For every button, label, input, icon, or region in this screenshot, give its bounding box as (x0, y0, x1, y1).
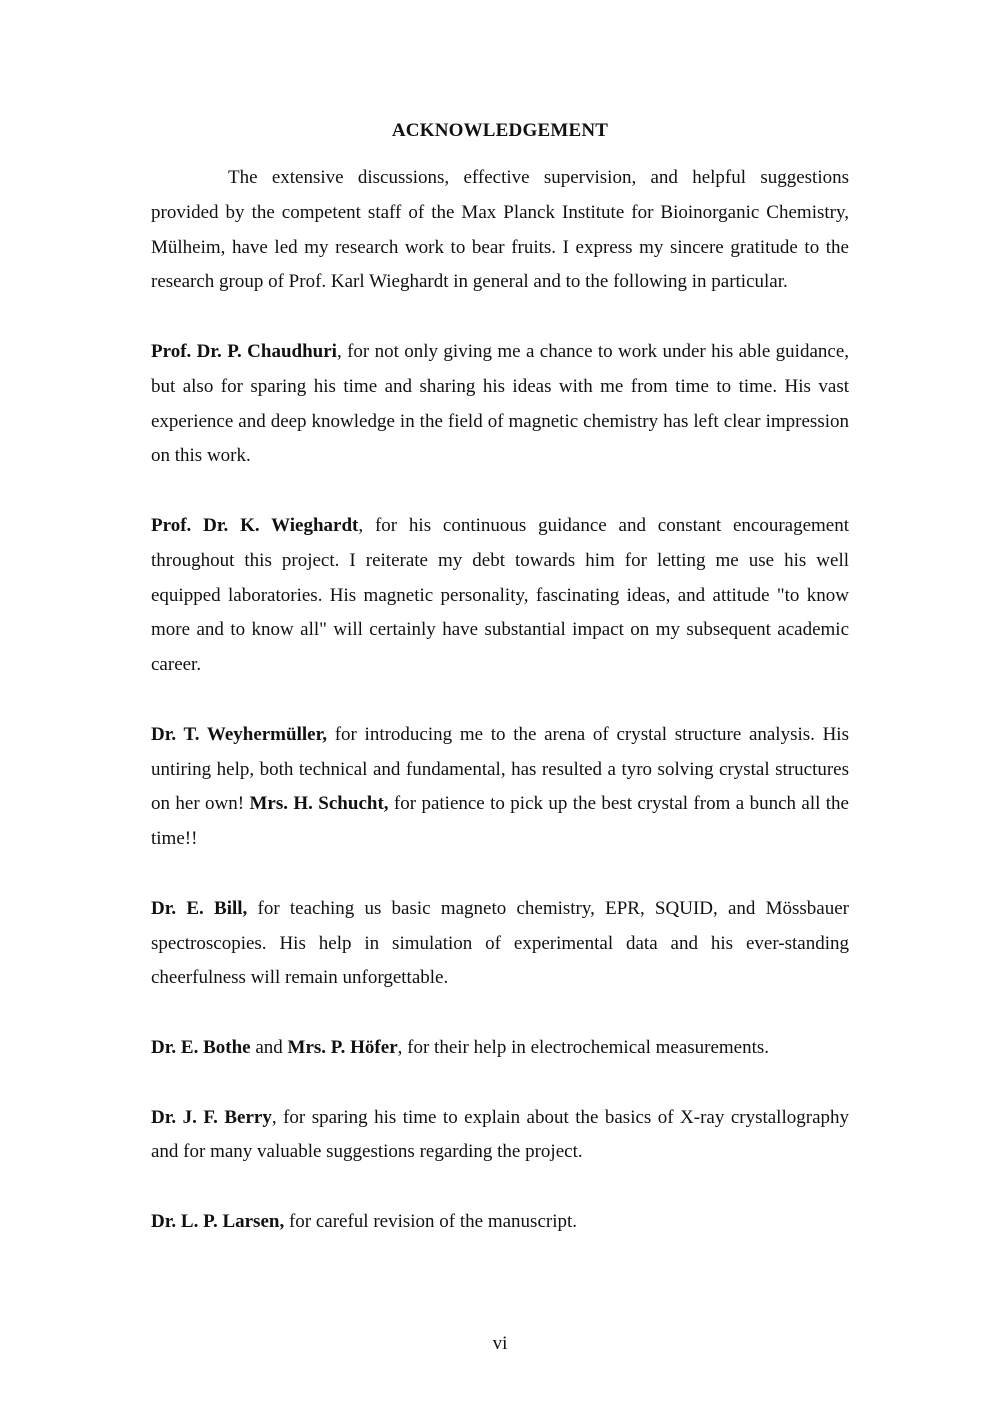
acknowledgement-bothe-hoefer (151, 1031, 849, 1066)
person-name: Mrs. H. Schucht, (249, 793, 389, 815)
acknowledgement-text: for patience to pick up the best crystal from a bunch all the time!! (151, 793, 849, 850)
person-name: Mrs. P. Höfer (287, 1036, 398, 1058)
acknowledgement-chaudhuri (151, 335, 849, 474)
acknowledgement-berry (151, 1101, 849, 1171)
acknowledgement-body (151, 161, 849, 1275)
page-title: ACKNOWLEDGEMENT (391, 120, 609, 141)
acknowledgement-text: for introducing me to the arena of crystal structure analysis. His untiring help, both technical and fundamental, has resulted a tyro solving crystal structures on her own! (151, 723, 849, 815)
acknowledgement-text: , for not only giving me a chance to work under his able guidance, but also for sparing his time and sharing his ideas with me from time to time. His vast experience and deep knowledge in the field of magnetic chemistry has left clear impression on this work. (151, 340, 849, 467)
acknowledgement-text: for teaching us basic magneto chemistry, EPR, SQUID, and Mössbauer spectroscopies. His help in simulation of experimental data and his ever-standing cheerfulness will remain unforgettable. (151, 897, 849, 989)
acknowledgement-text: , for their help in electrochemical measurements. (397, 1036, 770, 1058)
person-name: Dr. J. F. Berry (151, 1106, 272, 1128)
intro-paragraph: The extensive discussions, effective supervision, and helpful suggestions provided by the competent staff of the Max Planck Institute for Bioinorganic Chemistry, Mülheim, have led my research work to bear fruits. I express my sincere gratitude to the research group of Prof. Karl Wieghardt in general and to the following in particular. (151, 167, 849, 293)
acknowledgement-larsen (151, 1205, 849, 1240)
person-name: Prof. Dr. K. Wieghardt (151, 514, 359, 536)
acknowledgement-text: for careful revision of the manuscript. (284, 1210, 578, 1232)
acknowledgement-text: , for sparing his time to explain about the basics of X-ray crystallography and for many valuable suggestions regarding the project. (151, 1106, 849, 1163)
acknowledgement-bill (151, 892, 849, 996)
person-name: Prof. Dr. P. Chaudhuri (151, 340, 337, 362)
acknowledgement-wieghardt (151, 509, 849, 683)
person-name: Dr. T. Weyhermüller, (151, 723, 328, 745)
person-name: Dr. E. Bothe (151, 1036, 251, 1058)
acknowledgement-text: and (250, 1036, 288, 1058)
acknowledgement-text: , for his continuous guidance and constant encouragement throughout this project. I reiterate my debt towards him for letting me use his well equipped laboratories. His magnetic personality, fascinating ideas, and attitude "to know more and to know all" will certainly have substantial impact on my subsequent academic career. (151, 514, 850, 676)
acknowledgement-weyhermueller-schucht (151, 718, 849, 857)
person-name: Dr. L. P. Larsen, (151, 1210, 285, 1232)
page-number: vi (492, 1333, 508, 1354)
person-name: Dr. E. Bill, (151, 897, 248, 919)
